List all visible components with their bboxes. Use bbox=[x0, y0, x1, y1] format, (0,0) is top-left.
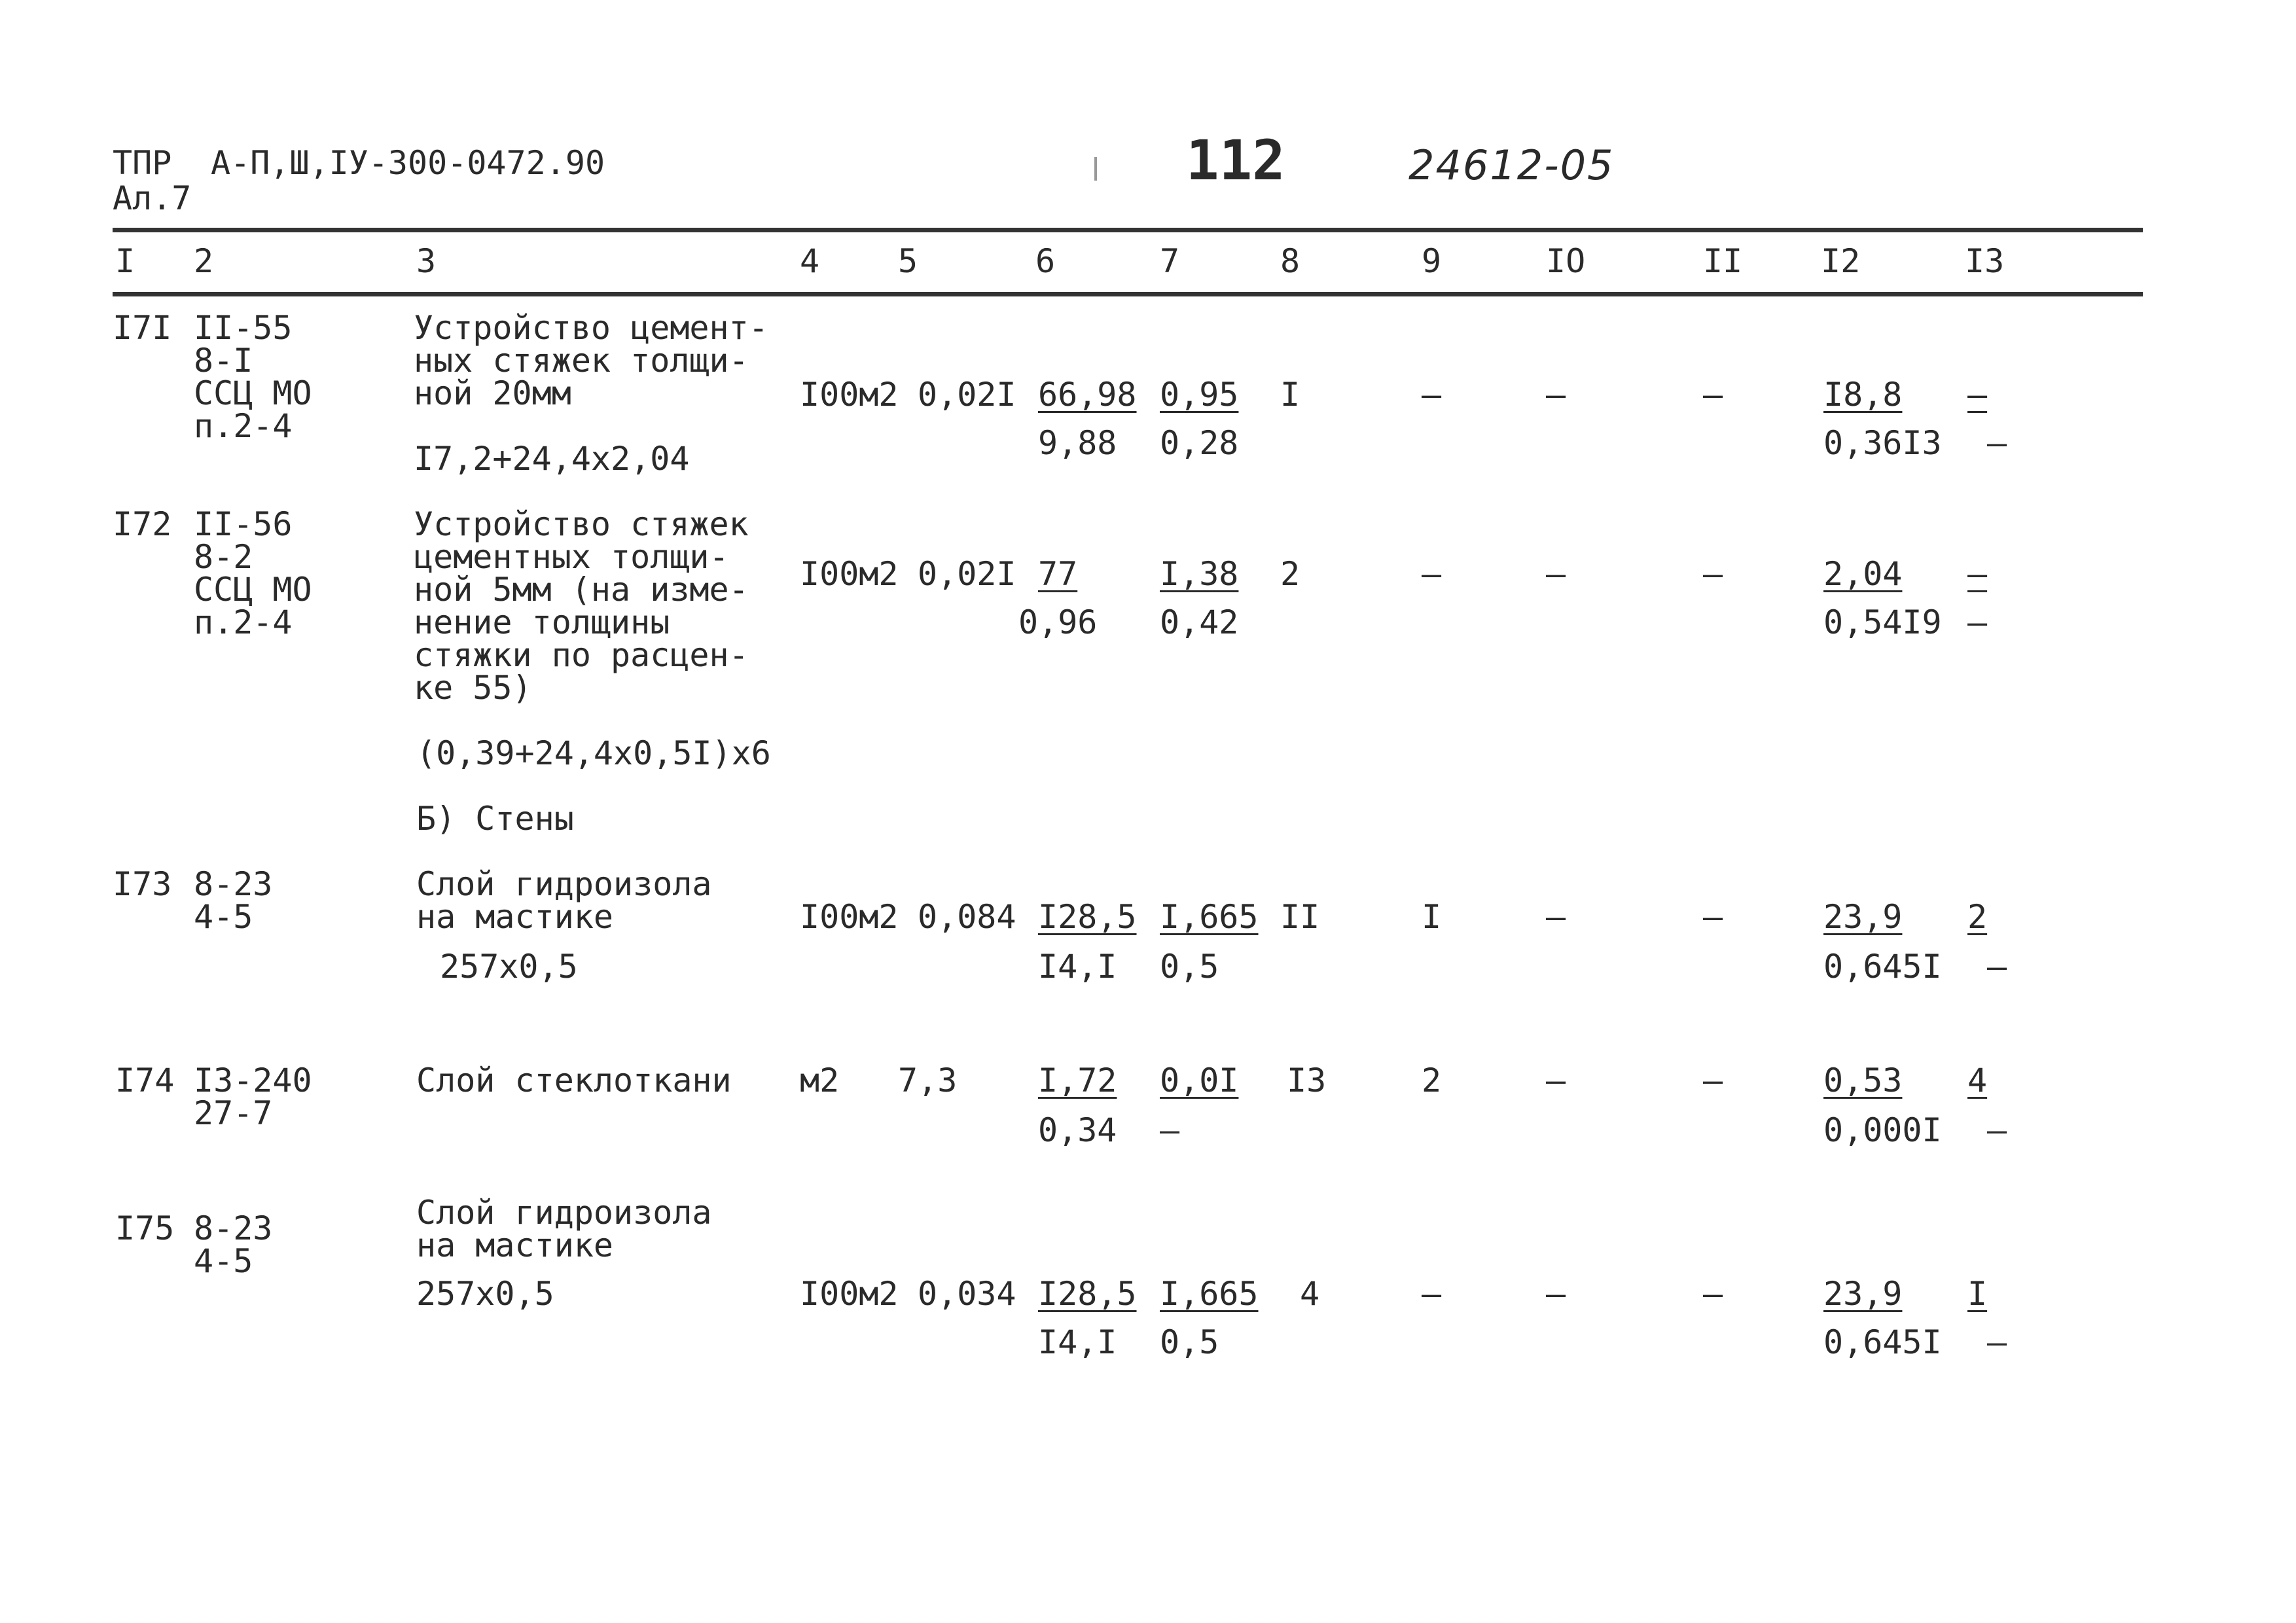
col7-value: 0,95 bbox=[1160, 376, 1239, 414]
volume-formula: I7,2+24,4х2,04 bbox=[414, 440, 690, 478]
col6-value: I28,5 bbox=[1038, 898, 1137, 936]
document-code: 24612-05 bbox=[1408, 141, 1615, 189]
work-name: Устройство цемент- ных стяжек толщи- ной 20мм bbox=[414, 309, 768, 412]
col7-value: 0,0I bbox=[1160, 1061, 1239, 1099]
col11-value: – bbox=[1703, 1061, 1723, 1099]
col7-subvalue: 0,5 bbox=[1160, 948, 1219, 986]
col10-value: – bbox=[1546, 376, 1566, 414]
col13-value: – bbox=[1967, 555, 1988, 593]
col11-value: – bbox=[1703, 376, 1723, 414]
col6-value: 77 bbox=[1038, 555, 1078, 593]
col12-subvalue: 0,54I9 bbox=[1823, 603, 1942, 641]
col12-subvalue: 0,36I3 bbox=[1823, 424, 1942, 462]
col6-subvalue: 0,34 bbox=[1038, 1111, 1117, 1149]
row-number: I75 bbox=[115, 1209, 175, 1247]
row-number: I73 bbox=[113, 865, 172, 903]
volume-formula: (0,39+24,4х0,5I)х6 bbox=[416, 734, 771, 772]
column-header: 9 bbox=[1422, 242, 1442, 280]
row-number: I7I bbox=[113, 309, 172, 347]
col10-value: – bbox=[1546, 555, 1566, 593]
quantity: 0,02I bbox=[918, 555, 1016, 593]
col7-value: I,665 bbox=[1160, 1275, 1259, 1313]
col13-subvalue: – bbox=[1987, 1323, 2007, 1361]
col9-value: 2 bbox=[1422, 1061, 1442, 1099]
rate-code: 8-23 4-5 bbox=[194, 865, 273, 936]
column-header: 3 bbox=[416, 242, 437, 280]
col13-value: 4 bbox=[1967, 1061, 1988, 1099]
col9-value: – bbox=[1422, 1275, 1442, 1313]
column-header: I3 bbox=[1965, 242, 2005, 280]
series-code: А-П,Ш,IУ-300-0472.90 bbox=[211, 144, 605, 182]
page-number: 112 bbox=[1186, 128, 1285, 192]
album-label: Ал.7 bbox=[113, 179, 192, 217]
col7-value: I,38 bbox=[1160, 555, 1239, 593]
section-heading: Б) Стены bbox=[416, 800, 574, 838]
quantity: 0,034 bbox=[918, 1275, 1016, 1313]
col13-subvalue: – bbox=[1967, 603, 1988, 641]
col6-subvalue: 0,96 bbox=[1018, 603, 1098, 641]
col12-value: 2,04 bbox=[1823, 555, 1903, 593]
column-header: IO bbox=[1546, 242, 1586, 280]
rate-code: II-55 8-I ССЦ МО п.2-4 bbox=[194, 309, 312, 445]
col13-value: 2 bbox=[1967, 898, 1988, 936]
quantity: 0,02I bbox=[918, 376, 1016, 414]
col7-subvalue: 0,42 bbox=[1160, 603, 1239, 641]
volume-formula: 257х0,5 bbox=[440, 948, 578, 986]
col9-value: – bbox=[1422, 376, 1442, 414]
column-header: 8 bbox=[1280, 242, 1300, 280]
header-rule-top bbox=[113, 228, 2143, 232]
col12-value: I8,8 bbox=[1823, 376, 1903, 414]
col11-value: – bbox=[1703, 898, 1723, 936]
column-header: II bbox=[1703, 242, 1743, 280]
col6-subvalue: 9,88 bbox=[1038, 424, 1117, 462]
col6-subvalue: I4,I bbox=[1038, 1323, 1117, 1361]
col7-subvalue: 0,5 bbox=[1160, 1323, 1219, 1361]
col13-subvalue: – bbox=[1987, 424, 2007, 462]
rate-code: I3-240 27-7 bbox=[194, 1061, 312, 1132]
rate-code: 8-23 4-5 bbox=[194, 1209, 273, 1280]
quantity: 7,3 bbox=[898, 1061, 958, 1099]
col7-value: I,665 bbox=[1160, 898, 1259, 936]
column-header: 2 bbox=[194, 242, 214, 280]
column-header: I2 bbox=[1821, 242, 1861, 280]
column-header: 4 bbox=[800, 242, 820, 280]
col12-subvalue: 0,645I bbox=[1823, 948, 1942, 986]
unit: I00м2 bbox=[800, 1275, 899, 1313]
unit: м2 bbox=[800, 1061, 840, 1099]
col8-value: I bbox=[1280, 376, 1300, 414]
col6-subvalue: I4,I bbox=[1038, 948, 1117, 986]
col8-value: 2 bbox=[1280, 555, 1300, 593]
col10-value: – bbox=[1546, 898, 1566, 936]
col13-subvalue: – bbox=[1987, 948, 2007, 986]
col12-value: 0,53 bbox=[1823, 1061, 1903, 1099]
col11-value: – bbox=[1703, 555, 1723, 593]
unit: I00м2 bbox=[800, 376, 899, 414]
column-header: I bbox=[115, 242, 135, 280]
work-name: Слой стеклоткани bbox=[416, 1061, 732, 1099]
col13-value: I bbox=[1967, 1275, 1988, 1313]
work-name: Слой гидроизола на мастике bbox=[416, 1194, 712, 1264]
work-name: Слой гидроизола на мастике bbox=[416, 865, 712, 936]
column-header: 6 bbox=[1035, 242, 1056, 280]
col10-value: – bbox=[1546, 1061, 1566, 1099]
col11-value: – bbox=[1703, 1275, 1723, 1313]
unit: I00м2 bbox=[800, 555, 899, 593]
col13-value: – bbox=[1967, 376, 1988, 414]
col12-value: 23,9 bbox=[1823, 1275, 1903, 1313]
row-number: I74 bbox=[115, 1061, 175, 1099]
unit: I00м2 bbox=[800, 898, 899, 936]
col12-subvalue: 0,000I bbox=[1823, 1111, 1942, 1149]
col7-subvalue: – bbox=[1160, 1111, 1180, 1149]
col13-subvalue: – bbox=[1987, 1111, 2007, 1149]
rate-code: II-56 8-2 ССЦ МО п.2-4 bbox=[194, 505, 312, 641]
col12-value: 23,9 bbox=[1823, 898, 1903, 936]
col7-subvalue: 0,28 bbox=[1160, 424, 1239, 462]
col9-value: – bbox=[1422, 555, 1442, 593]
col9-value: I bbox=[1422, 898, 1442, 936]
col6-value: 66,98 bbox=[1038, 376, 1137, 414]
col10-value: – bbox=[1546, 1275, 1566, 1313]
col6-value: I,72 bbox=[1038, 1061, 1117, 1099]
col8-value: II bbox=[1280, 898, 1320, 936]
col8-value: I3 bbox=[1287, 1061, 1327, 1099]
margin-tick bbox=[1094, 157, 1097, 181]
column-header: 7 bbox=[1160, 242, 1180, 280]
col6-value: I28,5 bbox=[1038, 1275, 1137, 1313]
volume-formula: 257х0,5 bbox=[416, 1275, 554, 1313]
quantity: 0,084 bbox=[918, 898, 1016, 936]
column-header: 5 bbox=[898, 242, 918, 280]
col8-value: 4 bbox=[1300, 1275, 1320, 1313]
header-rule-bottom bbox=[113, 292, 2143, 296]
series-label: ТПР bbox=[113, 144, 172, 182]
row-number: I72 bbox=[113, 505, 172, 543]
work-name: Устройство стяжек цементных толщи- ной 5мм (на изме- нение толщины стяжки по расцен- ке 55) bbox=[414, 505, 749, 707]
col12-subvalue: 0,645I bbox=[1823, 1323, 1942, 1361]
